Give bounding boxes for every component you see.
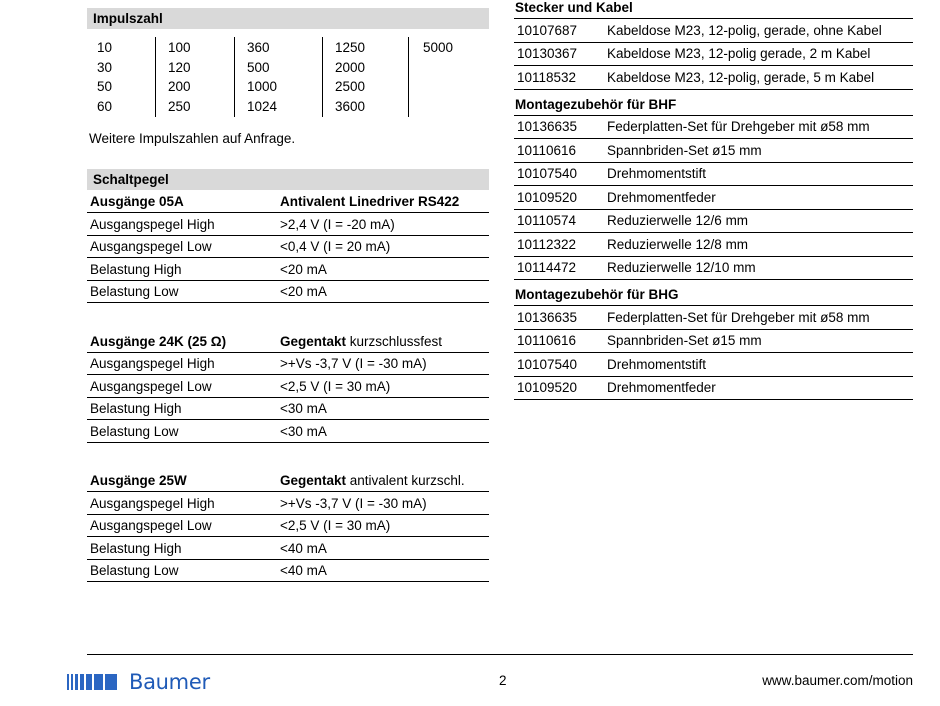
article-description: Spannbriden-Set ø15 mm [604,329,913,353]
bhf-accessories-heading: Montagezubehör für BHF [515,96,677,112]
table-row [514,233,913,257]
spacer [87,443,489,470]
table-row [514,329,913,353]
table-cell: Belastung High [87,258,277,281]
article-description: Kabeldose M23, 12-polig, gerade, 5 m Kabel [604,66,913,90]
article-number: 10130367 [514,42,604,66]
spacer [87,303,489,330]
table-row [87,537,489,560]
table-header-normal: kurzschlussfest [346,333,443,349]
table-header-cell: Ausgänge 05A [87,191,277,213]
table-row [514,306,913,330]
table-row [514,115,913,139]
impulszahl-value: 360 [247,40,270,55]
table-row [514,66,913,90]
right-column [514,0,913,400]
table-cell: Ausgangspegel High [87,492,277,515]
article-number: 10107540 [514,353,604,377]
website-link[interactable]: www.baumer.com/motion [762,673,913,688]
impulszahl-heading: Impulszahl [87,8,489,29]
article-number: 10107540 [514,162,604,186]
table-cell: Belastung Low [87,420,277,443]
table-row [514,42,913,66]
table-cell: >+Vs -3,7 V (I = -30 mA) [277,352,489,375]
table-row [514,139,913,163]
schaltpegel-heading: Schaltpegel [87,169,489,190]
outputs-25w-table [87,470,489,583]
table-row [87,375,489,398]
table-header-cell: Ausgänge 24K (25 Ω) [87,330,277,352]
cables-table [514,19,913,90]
impulszahl-value: 1000 [247,79,278,95]
table-cell: Belastung Low [87,280,277,303]
table-header-bold: Gegentakt [280,333,347,349]
table-header-cell [277,470,489,492]
impulszahl-value: 200 [168,79,191,95]
table-header-row [87,330,489,352]
table-header-cell: Ausgänge 25W [87,470,277,492]
table-cell: <40 mA [277,537,489,560]
table-cell: >2,4 V (I = -20 mA) [277,213,489,236]
left-column [87,8,489,582]
article-description: Federplatten-Set für Drehgeber mit ø58 mm [604,115,913,139]
table-row [87,559,489,582]
table-row [514,186,913,210]
article-description: Reduzierwelle 12/10 mm [604,256,913,280]
article-description: Reduzierwelle 12/8 mm [604,233,913,257]
impulszahl-value: 2500 [335,79,366,95]
impulszahl-column-1 [87,37,156,117]
table-row [87,492,489,515]
article-description: Spannbriden-Set ø15 mm [604,139,913,163]
table-cell: Belastung High [87,397,277,420]
table-row [514,353,913,377]
table-row [87,514,489,537]
footer-divider [87,654,913,655]
table-row [514,256,913,280]
impulszahl-value: 3600 [335,99,366,115]
impulszahl-value: 1250 [335,40,366,55]
impulszahl-value: 60 [97,99,113,115]
table-row [87,397,489,420]
article-number: 10109520 [514,376,604,400]
bhf-accessories-table [514,115,913,281]
impulszahl-value: 1024 [247,99,278,115]
article-description: Drehmomentfeder [604,186,913,210]
table-row [514,376,913,400]
table-cell: Belastung High [87,537,277,560]
table-header-row [87,191,489,213]
article-description: Drehmomentfeder [604,376,913,400]
article-number: 10107687 [514,19,604,42]
article-number: 10109520 [514,186,604,210]
impulszahl-value: 2000 [335,59,366,75]
impulszahl-value: 100 [168,40,191,55]
table-cell: <0,4 V (I = 20 mA) [277,235,489,258]
article-description: Drehmomentstift [604,162,913,186]
article-number: 10112322 [514,233,604,257]
impulszahl-grid [87,37,489,117]
baumer-logo-text: Baumer [129,670,210,694]
impulszahl-value: 50 [97,79,113,95]
impulszahl-value: 5000 [423,40,454,55]
table-header-bold: Antivalent Linedriver RS422 [280,194,460,209]
table-cell: <20 mA [277,258,489,281]
table-cell: Ausgangspegel Low [87,514,277,537]
table-cell: <30 mA [277,420,489,443]
article-number: 10118532 [514,66,604,90]
article-number: 10136635 [514,306,604,330]
table-cell: <30 mA [277,397,489,420]
table-cell: Ausgangspegel Low [87,235,277,258]
outputs-24k-table [87,330,489,443]
table-cell: Ausgangspegel High [87,352,277,375]
table-row [514,19,913,42]
article-number: 10110574 [514,209,604,233]
impulszahl-value: 10 [97,40,113,55]
table-row [87,352,489,375]
article-description: Reduzierwelle 12/6 mm [604,209,913,233]
article-description: Federplatten-Set für Drehgeber mit ø58 mm [604,306,913,330]
table-cell: Ausgangspegel Low [87,375,277,398]
table-header-bold: Gegentakt [280,473,347,488]
table-header-cell [277,330,489,352]
table-row [87,213,489,236]
table-cell: <2,5 V (I = 30 mA) [277,514,489,537]
table-cell: Ausgangspegel High [87,213,277,236]
impulszahl-column-2 [156,37,235,117]
table-cell: Belastung Low [87,559,277,582]
table-cell: <40 mA [277,559,489,582]
bhg-accessories-heading: Montagezubehör für BHG [515,287,679,302]
article-number: 10110616 [514,139,604,163]
baumer-logo-icon [67,674,119,690]
impulszahl-column-3 [235,37,323,117]
outputs-05a-table [87,191,489,304]
article-number: 10114472 [514,256,604,280]
impulszahl-column-5 [409,37,483,117]
baumer-logo [67,670,210,694]
page-number: 2 [499,673,507,688]
impulszahl-value: 120 [168,59,191,75]
table-cell: <20 mA [277,280,489,303]
table-row [87,235,489,258]
impulszahl-column-4 [323,37,409,117]
table-row [87,280,489,303]
bhg-accessories-table [514,305,913,400]
impulszahl-value: 250 [168,99,191,115]
cables-heading: Stecker und Kabel [514,0,913,19]
article-number: 10110616 [514,329,604,353]
impulszahl-value: 500 [247,59,270,75]
table-row [514,209,913,233]
article-description: Kabeldose M23, 12-polig, gerade, ohne Kabel [604,19,913,42]
impulszahl-value: 30 [97,59,113,75]
table-header-normal: antivalent kurzschl. [346,473,465,488]
article-description: Drehmomentstift [604,353,913,377]
table-row [87,420,489,443]
article-description: Kabeldose M23, 12-polig gerade, 2 m Kabel [604,42,913,66]
table-cell: <2,5 V (I = 30 mA) [277,375,489,398]
impulszahl-note: Weitere Impulszahlen auf Anfrage. [89,130,296,146]
table-header-row [87,470,489,492]
table-cell: >+Vs -3,7 V (I = -30 mA) [277,492,489,515]
table-row [514,162,913,186]
table-row [87,258,489,281]
table-header-cell [277,191,489,213]
article-number: 10136635 [514,115,604,139]
